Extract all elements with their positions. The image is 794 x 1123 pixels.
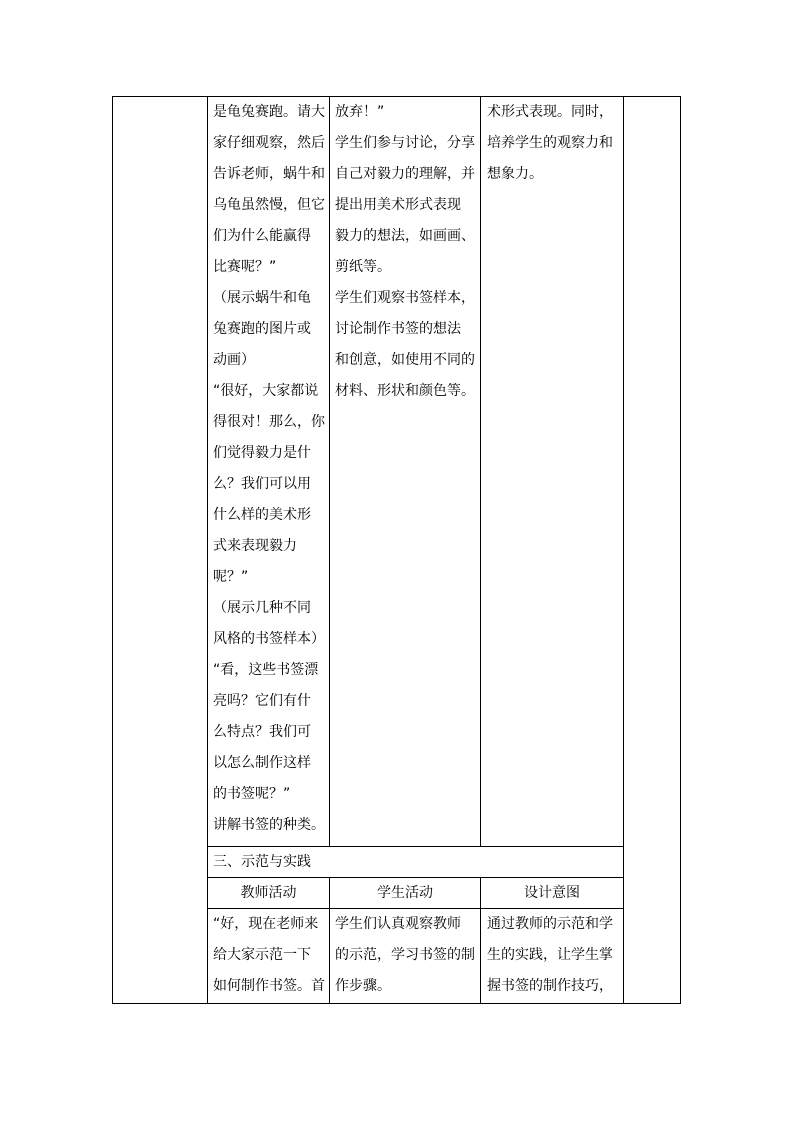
text-line: 自己对毅力的理解，并 xyxy=(335,166,475,182)
header-label: 设计意图 xyxy=(524,885,580,901)
text-line: 式来表现毅力 xyxy=(213,538,297,554)
text-line: 们觉得毅力是什 xyxy=(213,445,311,461)
text-line: 术形式表现。同时， xyxy=(487,104,613,120)
text-line: 和创意，如使用不同的 xyxy=(335,352,475,368)
col-divider-2-top xyxy=(329,96,330,847)
text-line: 亮吗？它们有什 xyxy=(213,693,311,709)
text-line: 作步骤。 xyxy=(335,978,391,994)
teacher-activity-cell-bottom xyxy=(213,909,327,1002)
text-line: “好，现在老师来 xyxy=(213,916,319,932)
text-line: 剪纸等。 xyxy=(335,259,391,275)
text-line: 家仔细观察，然后 xyxy=(213,135,325,151)
text-line: 学生们认真观察教师 xyxy=(335,916,461,932)
header-label: 教师活动 xyxy=(240,885,297,901)
text-line: “很好，大家都说 xyxy=(213,383,319,399)
text-line: 讨论制作书签的想法 xyxy=(335,321,461,337)
section-title-text: 三、示范与实践 xyxy=(213,854,311,870)
text-line: 的示范，学习书签的制 xyxy=(335,947,475,963)
text-line: 兔赛跑的图片或 xyxy=(213,321,311,337)
text-line: 讲解书签的种类。 xyxy=(213,817,325,833)
text-line: 想象力。 xyxy=(487,166,543,182)
text-line: 呢？” xyxy=(213,569,249,585)
col-divider-1 xyxy=(207,96,208,1004)
text-line: 什么样的美术形 xyxy=(213,507,311,523)
header-label: 学生活动 xyxy=(377,885,433,901)
header-teacher-activity xyxy=(208,878,329,908)
text-line: 么？我们可以用 xyxy=(213,476,311,492)
text-line: 以怎么制作这样 xyxy=(213,755,311,771)
text-line: 的书签呢？” xyxy=(213,786,291,802)
text-line: 告诉老师，蜗牛和 xyxy=(213,166,325,182)
text-line: 放弃！” xyxy=(335,104,385,120)
text-line: 风格的书签样本） xyxy=(213,631,325,647)
text-line: 比赛呢？” xyxy=(213,259,277,275)
table-right-border xyxy=(680,96,681,1004)
text-line: 材料、形状和颜色等。 xyxy=(335,383,475,399)
header-student-activity xyxy=(330,878,480,908)
table-bottom-border xyxy=(112,1003,681,1004)
text-line: 毅力的想法，如画画、 xyxy=(335,228,475,244)
text-line: 握书签的制作技巧， xyxy=(487,978,613,994)
text-line: 们为什么能赢得 xyxy=(213,228,311,244)
text-line: （展示蜗牛和龟 xyxy=(213,290,311,306)
text-line: 么特点？我们可 xyxy=(213,724,311,740)
text-line: 是龟兔赛跑。请大 xyxy=(213,104,325,120)
text-line: 得很对！那么，你 xyxy=(213,414,325,430)
text-line: 培养学生的观察力和 xyxy=(487,135,613,151)
design-intent-cell-bottom xyxy=(487,909,621,1002)
text-line: 提出用美术形式表现 xyxy=(335,197,461,213)
col-divider-4 xyxy=(623,96,624,1004)
design-intent-cell xyxy=(487,97,621,190)
section-title xyxy=(213,847,613,877)
text-line: 动画） xyxy=(213,352,255,368)
col-divider-3-top xyxy=(480,96,481,847)
text-line: 通过教师的示范和学 xyxy=(487,916,613,932)
table-left-border xyxy=(112,96,113,1004)
text-line: 生的实践，让学生掌 xyxy=(487,947,613,963)
teacher-activity-cell xyxy=(213,97,327,841)
header-design-intent xyxy=(481,878,623,908)
student-activity-cell-bottom xyxy=(335,909,478,1002)
student-activity-cell xyxy=(335,97,478,407)
text-line: 学生们观察书签样本， xyxy=(335,290,475,306)
text-line: 学生们参与讨论，分享 xyxy=(335,135,475,151)
text-line: （展示几种不同 xyxy=(213,600,311,616)
text-line: 给大家示范一下 xyxy=(213,947,311,963)
text-line: 如何制作书签。首 xyxy=(213,978,325,994)
text-line: “看，这些书签漂 xyxy=(213,662,319,678)
text-line: 乌龟虽然慢，但它 xyxy=(213,197,325,213)
